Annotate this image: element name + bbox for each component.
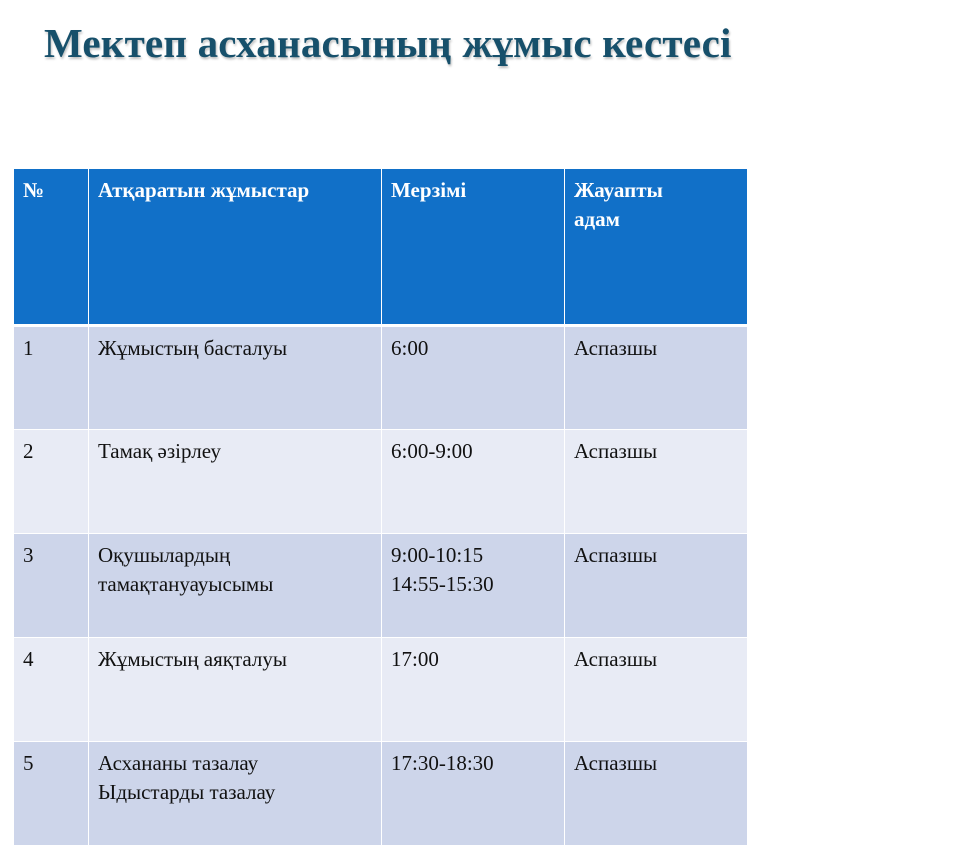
cell-task (89, 742, 382, 846)
cell-time (382, 638, 565, 742)
page-title: Мектеп асханасының жұмыс кестесі (44, 20, 732, 66)
header-responsible-line1: Жауапты (574, 178, 663, 202)
cell-number: 1 (14, 326, 89, 430)
cell-number: 4 (14, 638, 89, 742)
cell-task-line1: Жұмыстың аяқталуы (98, 647, 288, 671)
cell-time-line1: 17:30-18:30 (391, 751, 494, 775)
table-row (14, 534, 748, 638)
cell-task (89, 430, 382, 534)
cell-responsible: Аспазшы (565, 638, 748, 742)
cell-task-line2: тамақтануауысымы (98, 572, 274, 596)
cell-time (382, 534, 565, 638)
table-row (14, 638, 748, 742)
header-responsible-line2: адам (574, 207, 620, 231)
header-tasks: Атқаратын жұмыстар (89, 169, 382, 326)
cell-number: 3 (14, 534, 89, 638)
header-number: № (14, 169, 89, 326)
cell-time-line1: 6:00-9:00 (391, 439, 473, 463)
cell-time-line1: 17:00 (391, 647, 439, 671)
cell-responsible: Аспазшы (565, 430, 748, 534)
cell-responsible: Аспазшы (565, 534, 748, 638)
cell-task (89, 326, 382, 430)
table-row (14, 742, 748, 846)
cell-time (382, 326, 565, 430)
table-row (14, 326, 748, 430)
table-header-row (14, 169, 748, 326)
cell-time-line2: 14:55-15:30 (391, 572, 494, 596)
cell-number: 2 (14, 430, 89, 534)
cell-task (89, 534, 382, 638)
header-responsible (565, 169, 748, 326)
table-row (14, 430, 748, 534)
header-time: Мерзімі (382, 169, 565, 326)
cell-responsible: Аспазшы (565, 326, 748, 430)
schedule-table (13, 168, 748, 846)
cell-time-line1: 9:00-10:15 (391, 543, 484, 567)
cell-task-line2: Ыдыстарды тазалау (98, 780, 276, 804)
cell-time-line1: 6:00 (391, 336, 429, 360)
cell-time (382, 742, 565, 846)
cell-time (382, 430, 565, 534)
cell-task-line1: Тамақ әзірлеу (98, 439, 221, 463)
cell-number: 5 (14, 742, 89, 846)
cell-responsible: Аспазшы (565, 742, 748, 846)
cell-task (89, 638, 382, 742)
cell-task-line1: Жұмыстың басталуы (98, 336, 288, 360)
cell-task-line1: Оқушылардың (98, 543, 231, 567)
cell-task-line1: Асхананы тазалау (98, 751, 259, 775)
